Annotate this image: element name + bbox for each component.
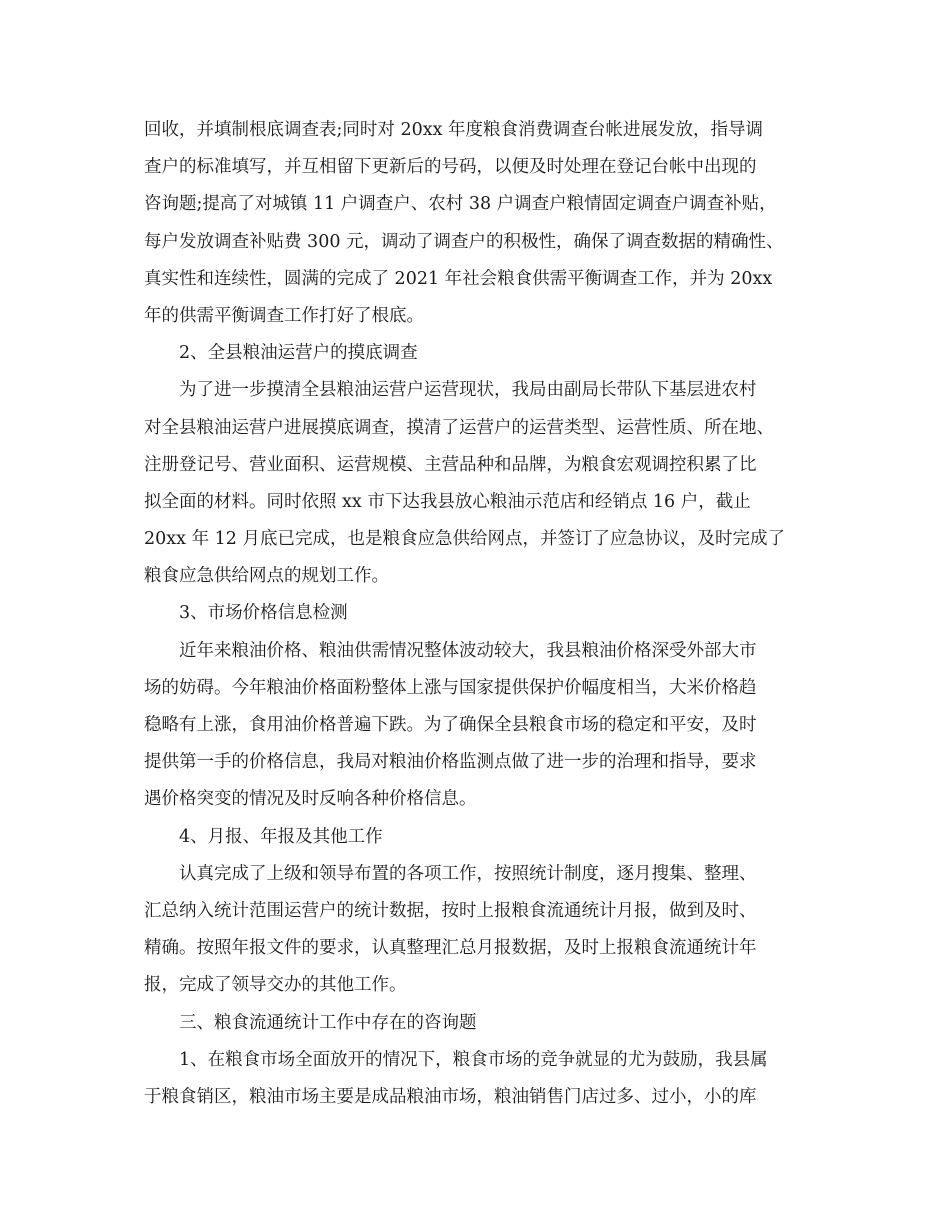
text-line: 遇价格突变的情况及时反响各种价格信息。 [144, 789, 477, 810]
text-line: 报，完成了领导交办的其他工作。 [144, 975, 407, 996]
text-line: 20xx 年 12 月底已完成，也是粮食应急供给网点，并签订了应急协议，及时完成了 [144, 529, 785, 550]
text-line: 精确。按照年报文件的要求，认真整理汇总月报数据，及时上报粮食流通统计年 [144, 938, 757, 959]
text-line: 3、市场价格信息检测 [179, 603, 348, 624]
text-line: 注册登记号、营业面积、运营规模、主营品种和品牌，为粮食宏观调控积累了比 [144, 454, 757, 475]
text-line: 认真完成了上级和领导布置的各项工作，按照统计制度，逐月搜集、整理、 [179, 863, 757, 884]
text-line: 粮食应急供给网点的规划工作。 [144, 566, 389, 587]
text-line: 咨询题;提高了对城镇 11 户调查户、农村 38 户调查户粮情固定调查户调查补贴， [144, 194, 777, 215]
text-line: 年的供需平衡调查工作打好了根底。 [144, 305, 424, 326]
text-line: 真实性和连续性，圆满的完成了 2021 年社会粮食供需平衡调查工作，并为 20xx [144, 268, 773, 289]
text-line: 为了进一步摸清全县粮油运营户运营现状，我局由副局长带队下基层进农村 [179, 380, 757, 401]
text-line: 拟全面的材料。同时依照 xx 市下达我县放心粮油示范店和经销点 16 户，截止 [144, 491, 751, 512]
text-line: 4、月报、年报及其他工作 [179, 826, 383, 847]
text-line: 提供第一手的价格信息，我局对粮油价格监测点做了进一步的治理和指导，要求 [144, 752, 757, 773]
text-line: 1、在粮食市场全面放开的情况下，粮食市场的竞争就显的尤为鼓励，我县属 [179, 1049, 768, 1070]
text-line: 查户的标准填写，并互相留下更新后的号码，以便及时处理在登记台帐中出现的 [144, 157, 757, 178]
text-line: 对全县粮油运营户进展摸底调查，摸清了运营户的运营类型、运营性质、所在地、 [144, 417, 774, 438]
text-line: 汇总纳入统计范围运营户的统计数据，按时上报粮食流通统计月报，做到及时、 [144, 900, 757, 921]
text-line: 2、全县粮油运营户的摸底调查 [179, 343, 418, 364]
text-line: 每户发放调查补贴费 300 元，调动了调查户的积极性，确保了调查数据的精确性、 [144, 231, 784, 252]
text-line: 三、粮食流通统计工作中存在的咨询题 [179, 1012, 477, 1033]
text-line: 于粮食销区，粮油市场主要是成品粮油市场，粮油销售门店过多、过小，小的库 [144, 1086, 757, 1107]
document-body [144, 112, 809, 1116]
text-line: 回收，并填制根底调查表;同时对 20xx 年度粮食消费调查台帐进展发放，指导调 [144, 120, 764, 140]
text-line: 稳略有上涨，食用油价格普遍下跌。为了确保全县粮食市场的稳定和平安，及时 [144, 715, 757, 735]
text-line: 场的妨碍。今年粮油价格面粉整体上涨与国家提供保护价幅度相当，大米价格趋 [144, 677, 757, 698]
text-line: 近年来粮油价格、粮油供需情况整体波动较大，我县粮油价格深受外部大市 [179, 640, 757, 661]
